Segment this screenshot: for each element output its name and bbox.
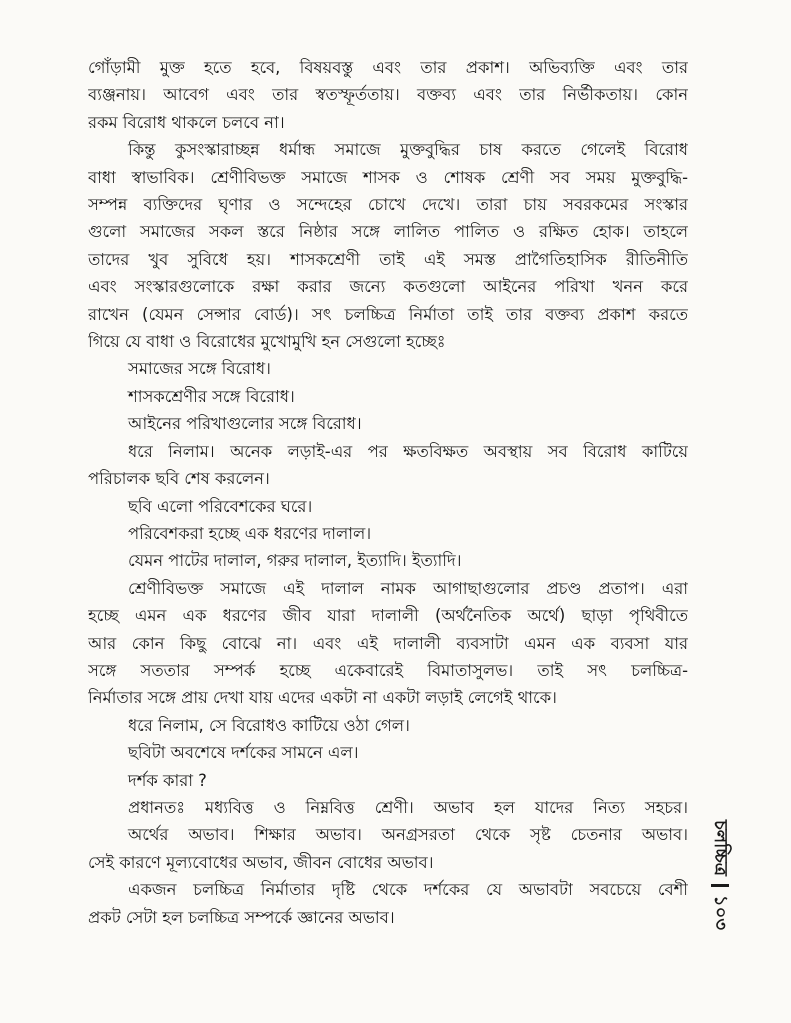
list-item: সমাজের সঙ্গে বিরোধ। [128, 359, 271, 379]
running-header [700, 820, 740, 1000]
text-line: গিয়ে যে বাধা ও বিরোধের মুখোমুখি হন সেগুলো হচ্ছেঃ [88, 332, 446, 352]
text-line: ব্যঞ্জনায়। আবেগ এবং তার স্বতস্ফূর্ততায়। বক্তব্য এবং তার নির্ভীকতায়। কোন [88, 85, 688, 105]
divider [711, 884, 729, 887]
text-line: সেই কারণে মূল্যবোধের অভাব, জীবন বোধের অভাব। [88, 852, 434, 872]
text-line: অর্থের অভাব। শিক্ষার অভাব। অনগ্রসরতা থেকে সৃষ্ট চেতনার অভাব। [128, 825, 688, 845]
list-item: শাসকশ্রেণীর সঙ্গে বিরোধ। [128, 386, 295, 406]
list-item: আইনের পরিখাগুলোর সঙ্গে বিরোধ। [128, 414, 362, 434]
body-text [88, 54, 688, 931]
text-line: ধরে নিলাম। অনেক লড়াই-এর পর ক্ষতবিক্ষত অবস্থায় সব বিরোধ কাটিয়ে [128, 441, 688, 461]
text-line: শ্রেণীবিভক্ত সমাজে এই দালাল নামক আগাছাগুলোর প্রচণ্ড প্রতাপ। এরা [128, 578, 688, 598]
text-line: ছবি এলো পরিবেশকের ঘরে। [128, 496, 313, 516]
text-line: তাদের খুব সুবিধে হয়। শাসকশ্রেণী তাই এই সমস্ত প্রাগৈতিহাসিক রীতিনীতি [88, 249, 688, 269]
text-line: যেমন পাটের দালাল, গরুর দালাল, ইত্যাদি। ইত্যাদি। [128, 551, 462, 571]
text-line: ধরে নিলাম, সে বিরোধও কাটিয়ে ওঠা গেল। [128, 715, 410, 735]
text-line: গোঁড়ামী মুক্ত হতে হবে, বিষয়বস্তু এবং তার প্রকাশ। অভিব্যক্তি এবং তার [88, 58, 688, 77]
text-line: পরিচালক ছবি শেষ করলেন। [88, 469, 270, 489]
text-line: গুলো সমাজের সকল স্তরে নিষ্ঠার সঙ্গে লালিত পালিত ও রক্ষিত হোক। তাহলে [88, 222, 688, 242]
text-line: রাখেন (যেমন সেন্সার বোর্ড)। সৎ চলচ্চিত্র নির্মাতা তাই তার বক্তব্য প্রকাশ করতে [88, 304, 688, 324]
page-number: ১০৩ [710, 894, 731, 931]
text-line: প্রকট সেটা হল চলচ্চিত্র সম্পর্কে জ্ঞানের অভাব। [88, 907, 395, 927]
text-line: ছবিটা অবশেষে দর্শকের সামনে এল। [128, 743, 359, 763]
text-line: পরিবেশকরা হচ্ছে এক ধরণের দালাল। [128, 523, 372, 543]
text-line: দর্শক কারা ? [128, 770, 207, 790]
text-line: নির্মাতার সঙ্গে প্রায় দেখা যায় এদের একটা না একটা লড়াই লেগেই থাকে। [88, 688, 557, 708]
text-line: সঙ্গে সততার সম্পর্ক হচ্ছে একেবারেই বিমাতাসুলভ। তাই সৎ চলচ্চিত্র- [88, 660, 688, 680]
text-line: বাধা স্বাভাবিক। শ্রেণীবিভক্ত সমাজে শাসক ও শোষক শ্রেণী সব সময় মুক্তবুদ্ধি- [88, 167, 688, 187]
book-title: চলচ্চিত্র [710, 820, 731, 876]
text-line: একজন চলচ্চিত্র নির্মাতার দৃষ্টি থেকে দর্শকের যে অভাবটা সবচেয়ে বেশী [128, 880, 688, 900]
text-line: এবং সংস্কারগুলোকে রক্ষা করার জন্যে কতগুলো আইনের পরিখা খনন করে [88, 277, 688, 297]
text-line: আর কোন কিছু বোঝে না। এবং এই দালালী ব্যবসাটা এমন এক ব্যবসা যার [88, 633, 688, 653]
text-line: কিন্তু কুসংস্কারাচ্ছন্ন ধর্মান্ধ সমাজে মুক্তবুদ্ধির চাষ করতে গেলেই বিরোধ [128, 140, 688, 160]
text-line: রকম বিরোধ থাকলে চলবে না। [88, 112, 285, 132]
text-line: সম্পন্ন ব্যক্তিদের ঘৃণার ও সন্দেহের চোখে দেখে। তারা চায় সবরকমের সংস্কার [88, 195, 688, 215]
text-line: প্রধানতঃ মধ্যবিত্ত ও নিম্নবিত্ত শ্রেণী। অভাব হল যাদের নিত্য সহচর। [128, 797, 688, 817]
text-line: হচ্ছে এমন এক ধরণের জীব যারা দালালী (অর্থনৈতিক অর্থে) ছাড়া পৃথিবীতে [88, 606, 688, 626]
